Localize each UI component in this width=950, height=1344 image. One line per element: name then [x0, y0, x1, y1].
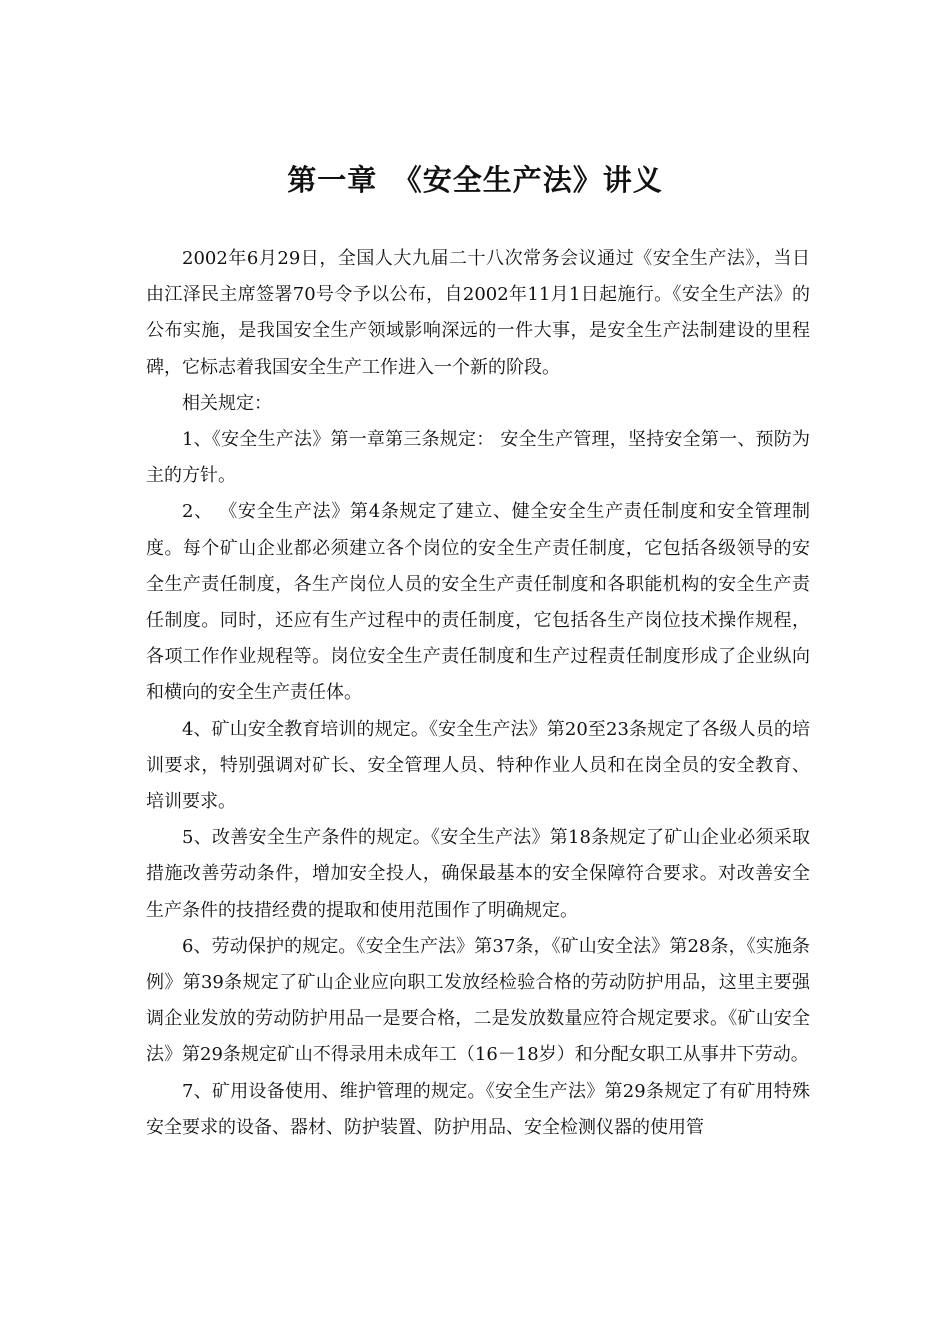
paragraph-rule-4: 4、矿山安全教育培训的规定。《安全生产法》第20至23条规定了各级人员的培训要求，特别强调对矿长、安全管理人员、特种作业人员和在岗全员的安全教育、培训要求。 — [146, 718, 810, 813]
document-body — [146, 241, 810, 1146]
paragraph-intro: 2002年6月29日，全国人大九届二十八次常务会议通过《安全生产法》，当日由江泽民主席签署70号令予以公布，自2002年11月1日起施行。《安全生产法》的公布实施，是我国安全生产领域影响深远的一件大事，是安全生产法制建设的里程碑，它标志着我国安全生产工作进入一个新的阶段。 — [146, 248, 810, 378]
paragraph-related-rules-heading: 相关规定： — [182, 392, 272, 414]
paragraph-rule-7: 7、矿用设备使用、维护管理的规定。《安全生产法》第29条规定了有矿用特殊安全要求的设备、器材、防护装置、防护用品、安全检测仪器的使用管 — [146, 1080, 810, 1138]
paragraph-rule-6: 6、劳动保护的规定。《安全生产法》第37条，《矿山安全法》第28条，《实施条例》第39条规定了矿山企业应向职工发放经检验合格的劳动防护用品，这里主要强调企业发放的劳动防护用品一是要合格，二是发放数量应符合规定要求。《矿山安全法》第29条规定矿山不得录用未成年工（16－18岁）和分配女职工从事井下劳动。 — [146, 935, 810, 1066]
paragraph-rule-2: 2、 《安全生产法》第4条规定了建立、健全安全生产责任制度和安全管理制度。每个矿山企业都必须建立各个岗位的安全生产责任制度，它包括各级领导的安全生产责任制度，各生产岗位人员的安全生产责任制度和各职能机构的安全生产责任制度。同时，还应有生产过程中的责任制度，它包括各生产岗位技术操作规程，各项工作作业规程等。岗位安全生产责任制度和生产过程责任制度形成了企业纵向和横向的安全生产责任体。 — [146, 501, 810, 704]
paragraph-rule-5: 5、改善安全生产条件的规定。《安全生产法》第18条规定了矿山企业必须采取措施改善劳动条件，增加安全投人，确保最基本的安全保障符合要求。对改善安全生产条件的技措经费的提取和使用范围作了明确规定。 — [146, 827, 810, 921]
document-title: 第一章 《安全生产法》讲义 — [287, 163, 663, 197]
paragraph-rule-1: 1、《安全生产法》第一章第三条规定： 安全生产管理，坚持安全第一、预防为主的方针。 — [146, 429, 810, 487]
